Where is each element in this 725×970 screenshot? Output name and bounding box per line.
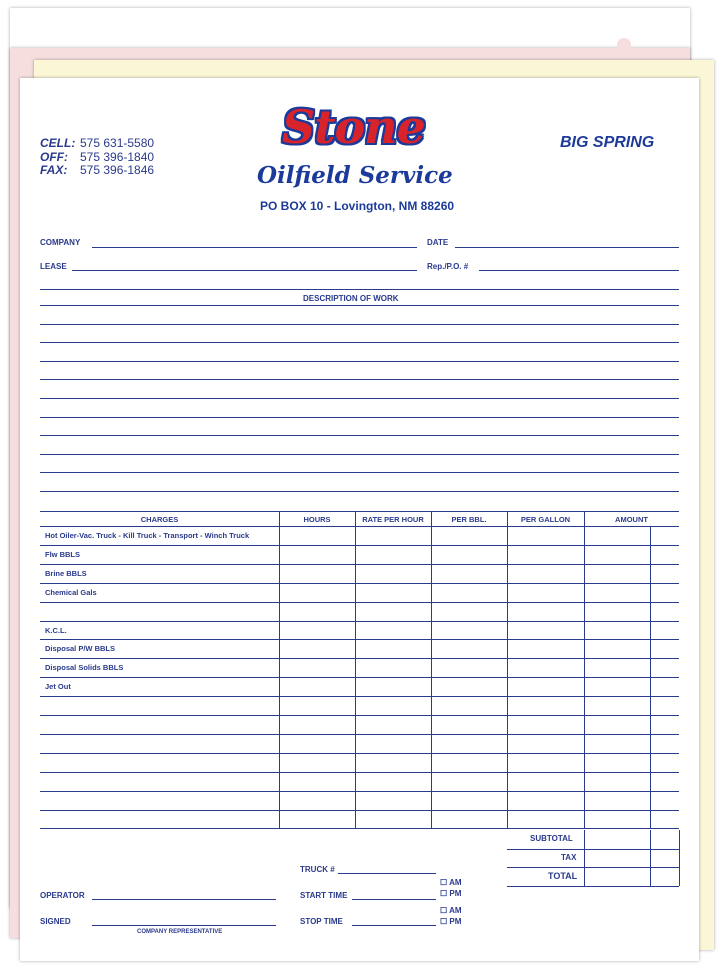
table-row[interactable] bbox=[40, 753, 679, 772]
column-header: PER BBL. bbox=[451, 515, 487, 524]
cell-number: 575 631-5580 bbox=[80, 136, 155, 150]
stop-am-option[interactable] bbox=[440, 906, 462, 915]
tax-label: TAX bbox=[561, 853, 577, 862]
column-header: PER GALLON bbox=[520, 515, 571, 524]
charge-row-label: Jet Out bbox=[45, 682, 71, 692]
fax-number: 575 396-1846 bbox=[80, 163, 155, 177]
stop-pm-checkbox[interactable]: ☐ bbox=[440, 917, 448, 926]
stop-time-label: STOP TIME bbox=[300, 917, 343, 926]
start-pm-checkbox[interactable]: ☐ bbox=[440, 889, 448, 898]
start-time-label: START TIME bbox=[300, 891, 348, 900]
table-row[interactable] bbox=[40, 772, 679, 791]
operator-label: OPERATOR bbox=[40, 891, 85, 900]
description-line[interactable] bbox=[40, 324, 679, 325]
description-line[interactable] bbox=[40, 398, 679, 399]
branch-name: BIG SPRING bbox=[560, 134, 655, 151]
description-line[interactable] bbox=[40, 491, 679, 492]
description-line[interactable] bbox=[40, 342, 679, 343]
description-line[interactable] bbox=[40, 305, 679, 306]
lease-label: LEASE bbox=[40, 262, 67, 271]
table-row[interactable] bbox=[40, 734, 679, 753]
table-row[interactable] bbox=[40, 677, 679, 696]
stop-am-label: AM bbox=[449, 906, 462, 915]
pink-tab bbox=[617, 38, 631, 52]
start-am-label: AM bbox=[449, 878, 462, 887]
charge-row-label: Hot Oiler-Vac. Truck - Kill Truck - Transport - Winch Truck bbox=[45, 531, 250, 540]
table-row[interactable] bbox=[40, 810, 679, 829]
totals-amount-rule bbox=[584, 830, 585, 886]
date-field[interactable] bbox=[455, 247, 679, 248]
stop-am-checkbox[interactable]: ☐ bbox=[440, 906, 448, 915]
table-row[interactable] bbox=[40, 791, 679, 810]
totals-row-rule bbox=[507, 886, 679, 887]
description-title: DESCRIPTION OF WORK bbox=[303, 294, 399, 303]
column-header: RATE PER HOUR bbox=[362, 515, 424, 524]
column-header: HOURS bbox=[303, 515, 331, 524]
totals-row-rule bbox=[507, 849, 679, 850]
description-line[interactable] bbox=[40, 417, 679, 418]
start-time-field[interactable] bbox=[352, 899, 436, 900]
table-row[interactable] bbox=[40, 583, 679, 602]
table-row[interactable] bbox=[40, 621, 679, 640]
description-top-rule bbox=[40, 289, 679, 290]
yellow-tab bbox=[626, 64, 640, 78]
description-line[interactable] bbox=[40, 454, 679, 455]
table-row[interactable] bbox=[40, 564, 679, 583]
description-line[interactable] bbox=[40, 435, 679, 436]
truck-label: TRUCK # bbox=[300, 865, 335, 874]
rep-po-label: Rep./P.O. # bbox=[427, 262, 469, 271]
total-label: TOTAL bbox=[548, 871, 578, 881]
charge-row-label: Flw BBLS bbox=[45, 549, 80, 559]
table-row[interactable] bbox=[40, 602, 679, 621]
table-row[interactable] bbox=[40, 526, 679, 545]
totals-row-rule bbox=[507, 867, 679, 868]
charge-row-label: Disposal P/W BBLS bbox=[45, 644, 116, 654]
totals-right-rule bbox=[679, 830, 680, 886]
office-label: OFF: bbox=[40, 150, 68, 164]
date-label: DATE bbox=[427, 238, 449, 247]
operator-field[interactable] bbox=[92, 899, 276, 900]
start-am-checkbox[interactable]: ☐ bbox=[440, 878, 448, 887]
charge-row-label: Disposal Solids BBLS bbox=[45, 663, 124, 673]
start-pm-label: PM bbox=[449, 889, 462, 898]
office-number: 575 396-1840 bbox=[80, 150, 155, 164]
logo-subtitle: Oilfield Service bbox=[257, 162, 453, 189]
stop-time-field[interactable] bbox=[352, 925, 436, 926]
subtotal-label: SUBTOTAL bbox=[530, 834, 573, 843]
contact-fax bbox=[40, 161, 154, 179]
company-label: COMPANY bbox=[40, 238, 81, 247]
fax-label: FAX: bbox=[40, 163, 68, 177]
charge-row-label: Chemical Gals bbox=[45, 587, 97, 597]
stop-pm-label: PM bbox=[449, 917, 462, 926]
start-am-option[interactable] bbox=[440, 878, 462, 887]
description-line[interactable] bbox=[40, 379, 679, 380]
signed-label: SIGNED bbox=[40, 917, 71, 926]
lease-field[interactable] bbox=[72, 270, 417, 271]
table-row[interactable] bbox=[40, 639, 679, 658]
table-row[interactable] bbox=[40, 696, 679, 715]
company-field[interactable] bbox=[92, 247, 417, 248]
logo-stone: Stone bbox=[282, 100, 425, 154]
charge-row-label: K.C.L. bbox=[45, 625, 67, 635]
stop-pm-option[interactable] bbox=[440, 917, 461, 926]
table-row[interactable] bbox=[40, 715, 679, 734]
description-line[interactable] bbox=[40, 472, 679, 473]
charge-row-label: Brine BBLS bbox=[45, 568, 87, 578]
invoice-form bbox=[20, 78, 699, 961]
totals-cents-rule bbox=[650, 830, 651, 886]
cell-label: CELL: bbox=[40, 136, 76, 150]
truck-field[interactable] bbox=[338, 873, 436, 874]
company-rep-caption: COMPANY REPRESENTATIVE bbox=[137, 929, 223, 935]
signature-field[interactable] bbox=[92, 925, 276, 926]
start-pm-option[interactable] bbox=[440, 889, 461, 898]
rep-po-field[interactable] bbox=[479, 270, 679, 271]
table-row[interactable] bbox=[40, 545, 679, 564]
column-header: CHARGES bbox=[140, 515, 179, 524]
table-row[interactable] bbox=[40, 658, 679, 677]
company-address: PO BOX 10 - Lovington, NM 88260 bbox=[260, 199, 455, 213]
description-line[interactable] bbox=[40, 361, 679, 362]
column-header: AMOUNT bbox=[615, 515, 648, 524]
